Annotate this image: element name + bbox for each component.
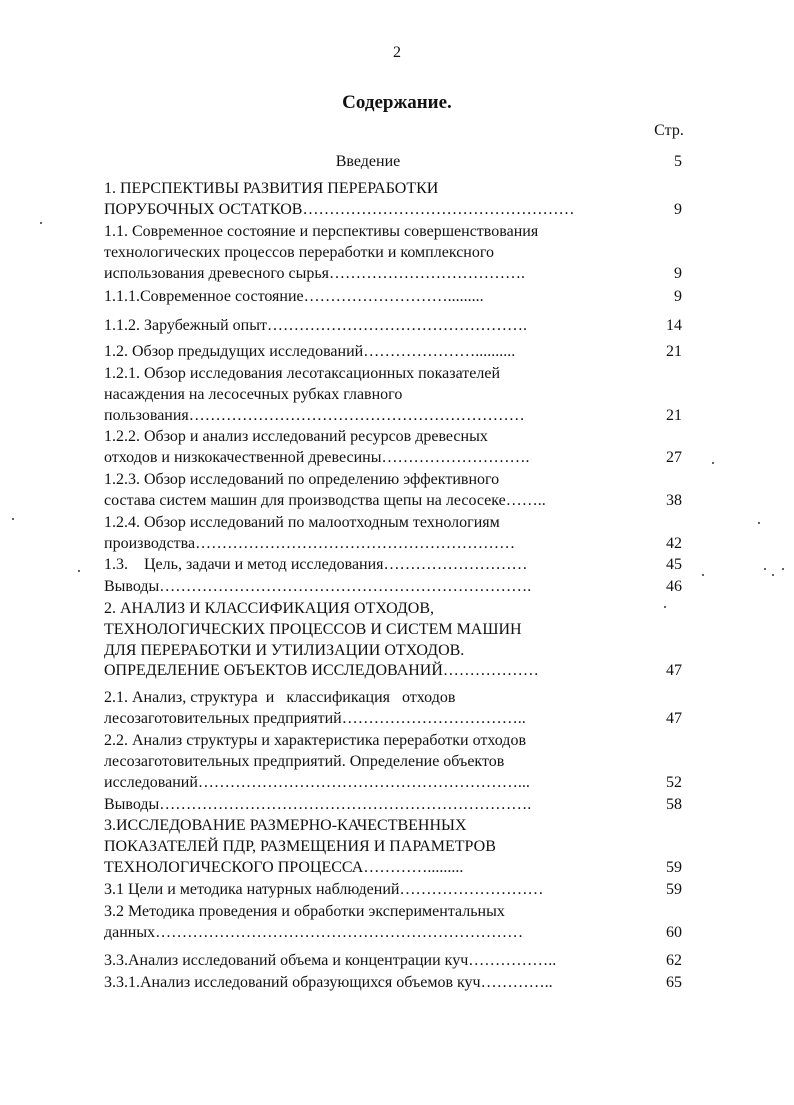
toc-entry-page: 45: [666, 556, 682, 573]
toc-entry-page: 21: [666, 343, 682, 360]
page-column-header: Стр.: [654, 122, 684, 139]
toc-entry-text: 1.2.1. Обзор исследования лесотаксационных показателей насаждения на лесосечных рубках главного пользования………………………………………………………: [104, 365, 525, 424]
toc-entry-2-1: [104, 688, 696, 730]
toc-entry-text: 1. ПЕРСПЕКТИВЫ РАЗВИТИЯ ПЕРЕРАБОТКИ ПОРУБОЧНЫХ ОСТАТКОВ……………………………………………: [104, 180, 575, 218]
toc-entry-conclusions-1: [104, 577, 696, 598]
toc-entry-text: 3.3.Анализ исследований объема и концентрации куч……………..: [104, 952, 557, 969]
toc-entry-1-1: [104, 222, 696, 284]
toc-entry-page: 21: [666, 406, 682, 424]
toc-entry-text: 2.2. Анализ структуры и характеристика переработки отходов лесозаготовительных предприятий. Определение объектов исследований……………………………………………………...: [104, 732, 530, 791]
page-title: Содержание.: [342, 92, 452, 113]
toc-entry-page: 60: [666, 923, 682, 941]
toc-entry-1-2-2: [104, 427, 696, 469]
toc-entry-chapter-2: [104, 599, 696, 682]
toc-entry-1-2-3: [104, 470, 696, 512]
toc-entry-3-3: [104, 951, 696, 972]
toc-entry-text: 1.1. Современное состояние и перспективы совершенствования технологических процессов переработки и комплексного использования древесного сырья……………………………….: [104, 223, 539, 282]
toc-entry-introduction: [104, 152, 696, 173]
toc-entry-page: 46: [666, 578, 682, 595]
toc-entry-text: 3.ИССЛЕДОВАНИЕ РАЗМЕРНО-КАЧЕСТВЕННЫХ ПОКАЗАТЕЛЕЙ ПДР, РАЗМЕЩЕНИЯ И ПАРАМЕТРОВ ТЕХНОЛОГИЧЕСКОГО ПРОЦЕССА………….........: [104, 817, 496, 876]
toc-entry-page: 9: [674, 288, 682, 305]
scan-speck: [772, 574, 774, 576]
toc-entry-3-3-1: [104, 973, 696, 994]
toc-entry-text: 1.2. Обзор предыдущих исследований…………………..........: [104, 343, 516, 360]
scan-speck: [782, 568, 784, 570]
toc-entry-page: 5: [674, 153, 682, 170]
toc-entry-1-2-4: [104, 513, 696, 555]
toc-entry-chapter-1: [104, 179, 696, 221]
toc-entry-text: 2.1. Анализ, структура и классификация отходов лесозаготовительных предприятий……………………………..: [104, 689, 526, 727]
toc-entry-2-2: [104, 731, 696, 793]
toc-entry-page: 47: [666, 662, 682, 680]
toc-entry-text: 3.3.1.Анализ исследований образующихся объемов куч…………..: [104, 974, 553, 991]
page-number: 2: [393, 44, 401, 61]
scan-speck: [40, 222, 42, 224]
toc-entry-1-2-1: [104, 364, 696, 426]
toc-entry-1-2: [104, 342, 696, 363]
toc-entry-text: 3.1 Цели и методика натурных наблюдений………………………: [104, 881, 544, 898]
toc-entry-page: 9: [674, 200, 682, 218]
toc-entry-text: Выводы…………………………………………………………….: [104, 578, 532, 595]
toc-entry-chapter-3: [104, 816, 696, 878]
toc-entry-page: 42: [666, 534, 682, 552]
toc-entry-page: 58: [666, 796, 682, 813]
toc-entry-text: 1.2.2. Обзор и анализ исследований ресурсов древесных отходов и низкокачественной древесины……………………….: [104, 428, 530, 466]
toc-entry-page: 62: [666, 952, 682, 969]
toc-entry-3-2: [104, 902, 696, 944]
scan-speck: [664, 606, 666, 608]
toc-entry-text: 3.2 Методика проведения и обработки экспериментальных данных……………………………………………………………: [104, 903, 524, 941]
toc-entry-page: 27: [666, 448, 682, 466]
toc-entry-text: 1.1.2. Зарубежный опыт………………………………………….: [104, 317, 527, 334]
toc-entry-page: 9: [674, 264, 682, 282]
scan-speck: [758, 522, 760, 524]
toc-entry-conclusions-2: [104, 795, 696, 816]
scan-speck: [764, 568, 766, 570]
toc-entry-page: 52: [666, 773, 682, 791]
toc-entry-1-1-2: [104, 316, 696, 337]
scan-speck: [702, 574, 704, 576]
toc-entry-text: 1.3. Цель, задачи и метод исследования………………………: [104, 556, 528, 573]
toc-entry-text: 1.2.3. Обзор исследований по определению эффективного состава систем машин для производства щепы на лесосеке……..: [104, 471, 546, 509]
toc-entry-1-1-1: [104, 287, 696, 308]
scan-speck: [712, 462, 714, 464]
toc-entry-3-1: [104, 880, 696, 901]
toc-entry-page: 38: [666, 491, 682, 509]
scan-speck: [78, 570, 80, 572]
toc-entry-1-3: [104, 555, 696, 576]
toc-entry-text: Выводы…………………………………………………………….: [104, 796, 532, 813]
toc-entry-page: 59: [666, 858, 682, 876]
toc-entry-text: Введение: [335, 153, 401, 170]
toc-entry-page: 65: [666, 974, 682, 991]
toc-entry-text: 1.2.4. Обзор исследований по малоотходным технологиям производства……………………………………………………: [104, 514, 516, 552]
toc-entry-page: 47: [666, 709, 682, 727]
scan-speck: [12, 518, 14, 520]
toc-entry-page: 14: [666, 317, 682, 334]
toc-entry-page: 59: [666, 881, 682, 898]
toc-entry-text: 1.1.1.Современное состояние……………………….........: [104, 288, 484, 305]
toc-entry-text: 2. АНАЛИЗ И КЛАССИФИКАЦИЯ ОТХОДОВ, ТЕХНОЛОГИЧЕСКИХ ПРОЦЕССОВ И СИСТЕМ МАШИН ДЛЯ ПЕРЕРАБОТКИ И УТИЛИЗАЦИИ ОТХОДОВ. ОПРЕДЕЛЕНИЕ ОБЪЕКТОВ ИССЛЕДОВАНИЙ………………: [104, 600, 539, 680]
